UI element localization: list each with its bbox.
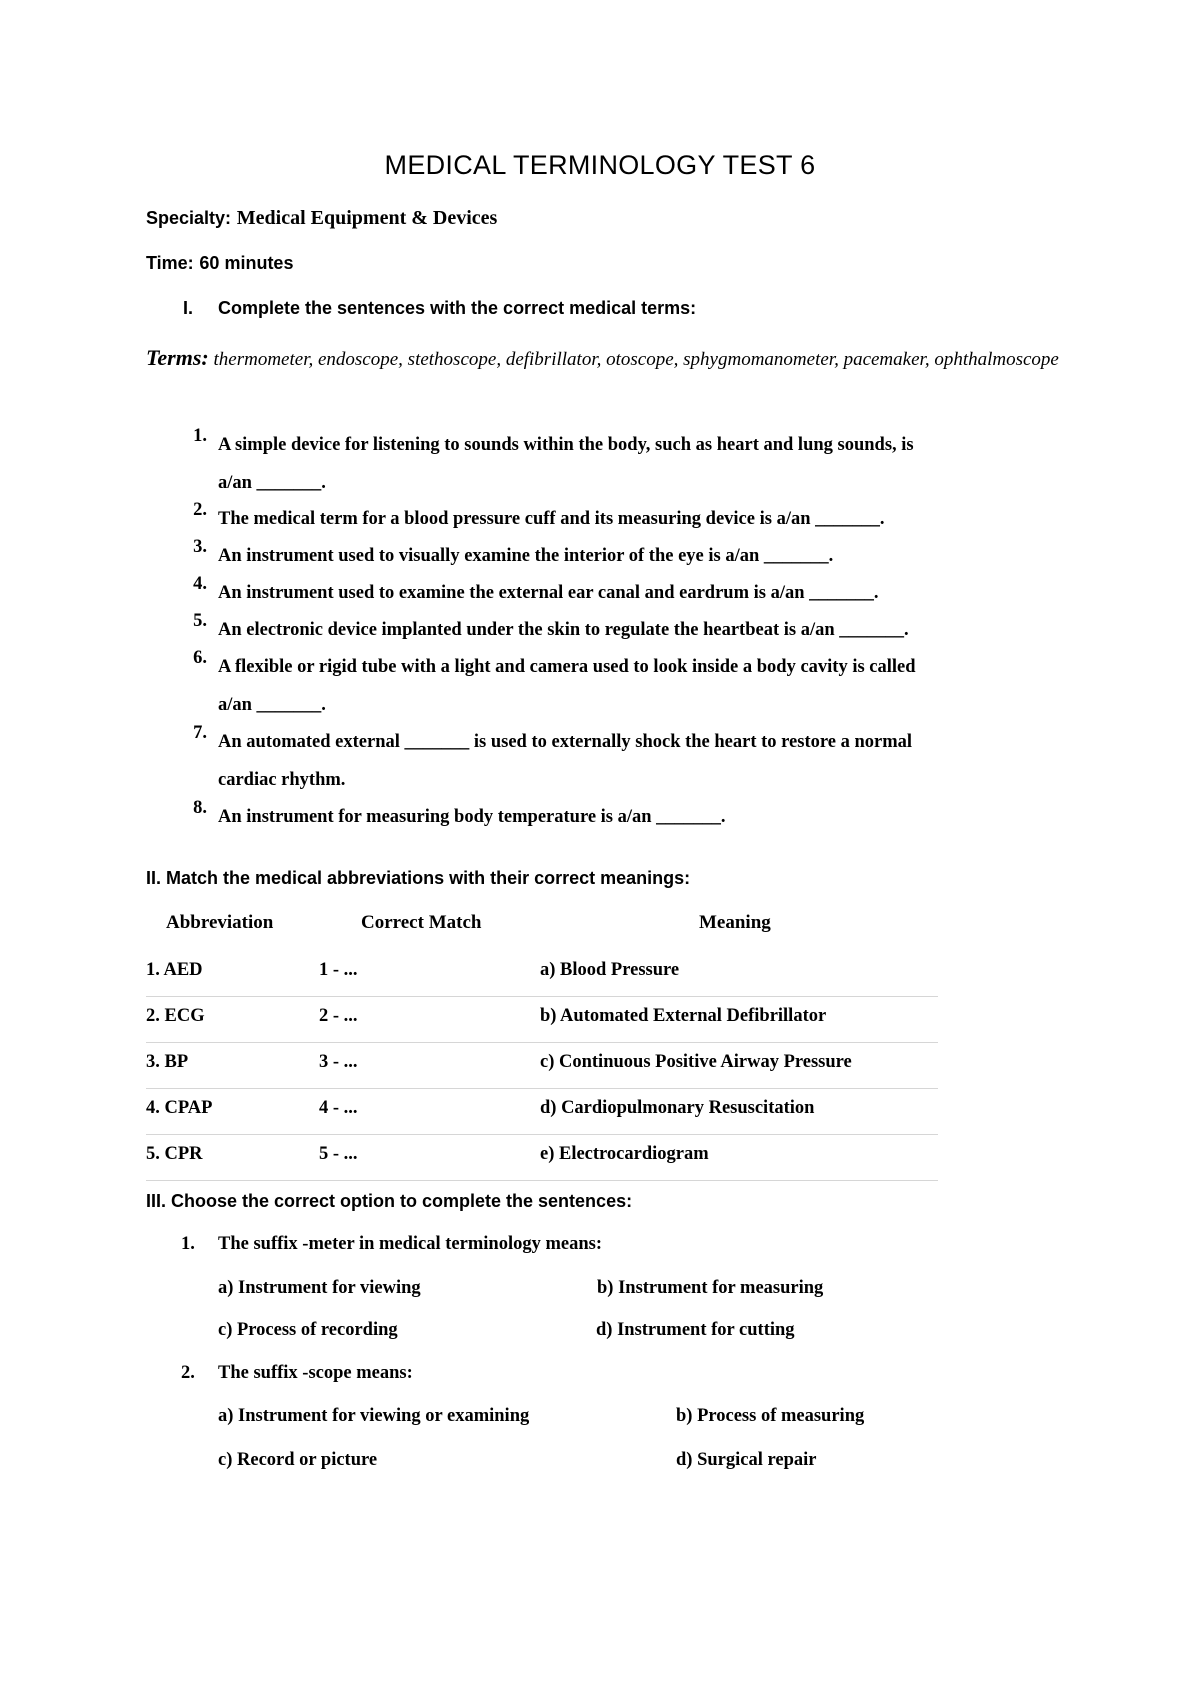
- meaning-cell: c) Continuous Positive Airway Pressure: [540, 1052, 852, 1072]
- answer-option-b: b) Instrument for measuring: [597, 1278, 824, 1298]
- time-line: [146, 253, 293, 274]
- question-number: 3.: [193, 537, 207, 557]
- match-cell: 1 - ...: [319, 960, 358, 980]
- question-text-continued: cardiac rhythm.: [218, 770, 346, 790]
- question-number: 1.: [181, 1234, 195, 1254]
- match-cell: 4 - ...: [319, 1098, 358, 1118]
- meaning-cell: a) Blood Pressure: [540, 960, 680, 980]
- question-text: An automated external _______ is used to externally shock the heart to restore a normal: [218, 732, 913, 752]
- time-value: 60 minutes: [199, 253, 294, 273]
- table-row: [146, 1088, 938, 1135]
- meaning-cell: e) Electrocardiogram: [540, 1144, 709, 1164]
- abbreviation-cell: 1. AED: [146, 960, 203, 980]
- meaning-cell: b) Automated External Defibrillator: [540, 1006, 827, 1026]
- question-text: A simple device for listening to sounds within the body, such as heart and lung sounds, is: [218, 435, 914, 455]
- match-cell: 5 - ...: [319, 1144, 358, 1164]
- answer-option-a: a) Instrument for viewing or examining: [218, 1406, 530, 1426]
- terms-box: [146, 343, 1096, 375]
- table-row: [146, 950, 938, 997]
- question-text: An instrument for measuring body temperature is a/an _______.: [218, 807, 726, 827]
- section-1-number: I.: [183, 298, 194, 318]
- answer-option-c: c) Process of recording: [218, 1320, 398, 1340]
- column-header-abbreviation: Abbreviation: [166, 912, 274, 933]
- answer-option-a: a) Instrument for viewing: [218, 1278, 421, 1298]
- question-text: The medical term for a blood pressure cuff and its measuring device is a/an _______.: [218, 509, 885, 529]
- page-title: MEDICAL TERMINOLOGY TEST 6: [384, 150, 816, 180]
- question-number: 2.: [181, 1363, 195, 1383]
- question-text: A flexible or rigid tube with a light and camera used to look inside a body cavity is called: [218, 657, 916, 677]
- answer-option-c: c) Record or picture: [218, 1450, 378, 1470]
- question-number: 4.: [193, 574, 207, 594]
- column-header-meaning: Meaning: [699, 912, 771, 933]
- question-number: 8.: [193, 798, 207, 818]
- section-2-heading: II. Match the medical abbreviations with their correct meanings:: [146, 868, 691, 888]
- meaning-cell: d) Cardiopulmonary Resuscitation: [540, 1098, 815, 1118]
- specialty-label: Specialty:: [146, 208, 232, 228]
- answer-option-d: d) Surgical repair: [676, 1450, 817, 1470]
- question-text-continued: a/an _______.: [218, 473, 326, 493]
- question-text-continued: a/an _______.: [218, 695, 326, 715]
- question-number: 2.: [193, 500, 207, 520]
- terms-list: thermometer, endoscope, stethoscope, defibrillator, otoscope, sphygmomanometer, pacemaker, ophthalmoscope: [213, 349, 1059, 370]
- answer-option-b: b) Process of measuring: [676, 1406, 865, 1426]
- abbreviation-cell: 3. BP: [146, 1052, 189, 1072]
- section-1-heading: Complete the sentences with the correct medical terms:: [218, 298, 697, 318]
- abbreviation-cell: 4. CPAP: [146, 1098, 213, 1118]
- question-number: 7.: [193, 723, 207, 743]
- time-label: Time:: [146, 253, 194, 273]
- question-text: An instrument used to visually examine the interior of the eye is a/an _______.: [218, 546, 834, 566]
- specialty-value: Medical Equipment & Devices: [236, 207, 498, 229]
- table-row: [146, 996, 938, 1043]
- section-3-heading: III. Choose the correct option to complete the sentences:: [146, 1191, 633, 1211]
- table-row: [146, 1042, 938, 1089]
- abbreviation-cell: 2. ECG: [146, 1006, 205, 1026]
- question-text: An electronic device implanted under the skin to regulate the heartbeat is a/an _______.: [218, 620, 909, 640]
- terms-label: Terms:: [146, 345, 209, 370]
- column-header-correct-match: Correct Match: [361, 912, 482, 933]
- answer-option-d: d) Instrument for cutting: [596, 1320, 795, 1340]
- question-text: The suffix -scope means:: [218, 1363, 413, 1383]
- question-text: An instrument used to examine the external ear canal and eardrum is a/an _______.: [218, 583, 879, 603]
- question-number: 6.: [193, 648, 207, 668]
- question-number: 5.: [193, 611, 207, 631]
- match-cell: 3 - ...: [319, 1052, 358, 1072]
- question-text: The suffix -meter in medical terminology means:: [218, 1234, 602, 1254]
- match-cell: 2 - ...: [319, 1006, 358, 1026]
- question-number: 1.: [193, 426, 207, 446]
- specialty-line: [146, 207, 497, 230]
- abbreviation-cell: 5. CPR: [146, 1144, 203, 1164]
- table-row: [146, 1134, 938, 1181]
